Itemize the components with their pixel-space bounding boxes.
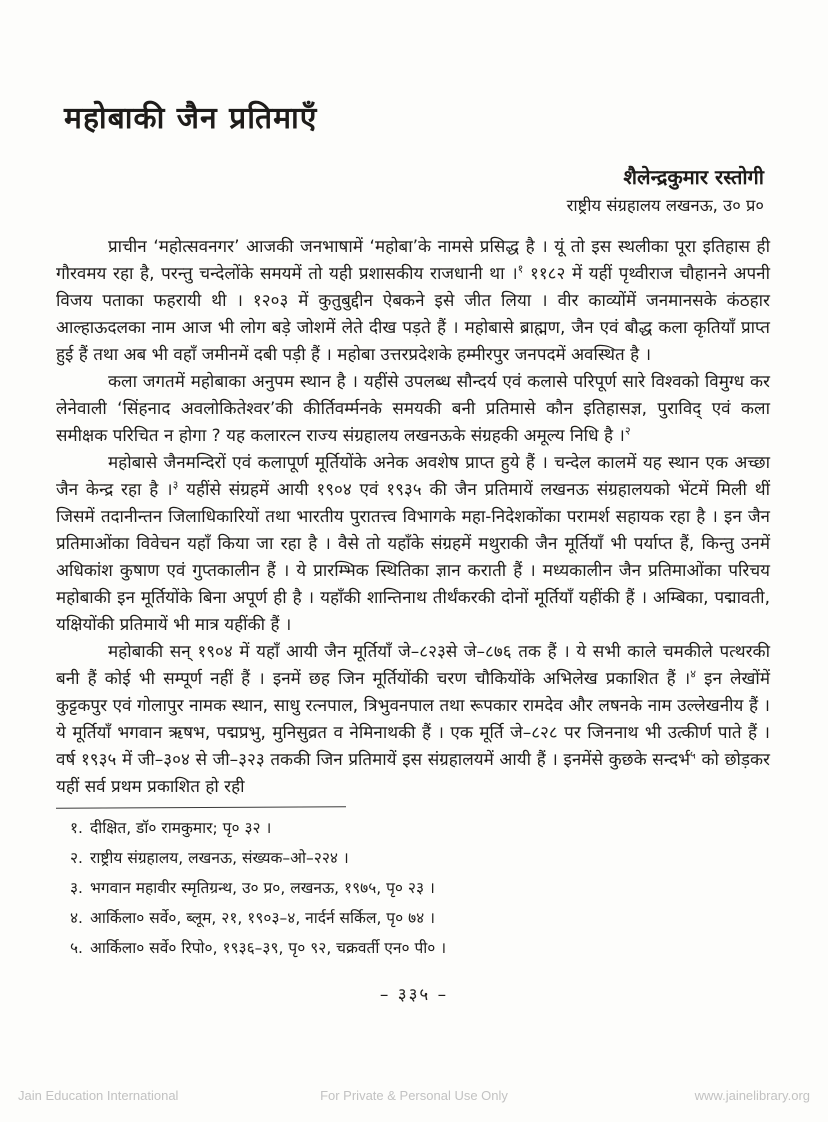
footnote-marker: २ <box>624 424 631 438</box>
paragraph: प्राचीन ‘महोत्सवनगर’ आजकी जनभाषामें ‘महोबा’के नामसे प्रसिद्ध है । यूं तो इस स्थलीका पूरा इतिहास ही गौरवमय रहा है, परन्तु चन्देलोंके समयमें तो यही प्रशासकीय राजधानी था ।$^१$ ११८२ में यहीं पृथ्वीराज चौहानने अपनी विजय पताका फहरायी थी । १२०३ में कुतुबुद्दीन ऐबकने इसे जीत लिया । वीर काव्योंमें जनमानसके कंठहार आल्हाऊदलका नाम आज भी लोग बड़े जोशमें लेते दीख पड़ते हैं । महोबासे ब्राह्मण, जैन एवं बौद्ध कला कृतियाँ प्राप्त हुई हैं तथा अब भी वहाँ जमीनमें दबी पड़ी हैं । महोबा उत्तरप्रदेशके हम्मीरपुर जनपदमें अवस्थित है । <box>56 237 770 365</box>
footnote-marker: ४ <box>690 667 696 681</box>
footnote-text: भगवान महावीर स्मृतिग्रन्थ, उ० प्र०, लखनऊ, १९७५, पृ० २३ । <box>90 879 435 897</box>
footnote-marker: ५ <box>690 748 696 762</box>
footnote-number: ३. <box>70 879 83 897</box>
footnote-text: दीक्षित, डॉ० रामकुमार; पृ० ३२ । <box>90 819 272 837</box>
footnote-separator <box>56 806 346 809</box>
article-title: महोबाकी जैन प्रतिमाएँ <box>64 101 318 136</box>
article-body <box>56 234 770 801</box>
article-content <box>56 0 770 966</box>
footnote-text: आर्किला० सर्वे० रिपो०, १९३६–३९, पृ० ९२, चक्रवर्ती एन० पी० । <box>90 939 447 957</box>
footnotes <box>56 816 770 960</box>
scan-footer <box>14 1088 814 1103</box>
footnote-marker: ३ <box>172 478 179 492</box>
footer-usage-note: For Private & Personal Use Only <box>320 1088 508 1103</box>
footnote-item <box>56 876 770 900</box>
footnote-number: २. <box>70 849 83 867</box>
page-number: – ३३५ – <box>379 985 449 1005</box>
paragraph: महोबाकी सन् १९०४ में यहाँ आयी जैन मूर्तियाँ जे–८२३से जे–८७६ तक हैं । ये सभी काले चमकीले पत्थरकी बनी हैं कोई भी सम्पूर्ण नहीं हैं । इनमें छह जिन मूर्तियोंकी चरण चौकियोंके अभिलेख प्रकाशित हैं ।$^४$ इन लेखोंमें कुट्टकपुर एवं गोलापुर नामक स्थान, साधु रत्नपाल, त्रिभुवनपाल तथा रूपकार रामदेव और लषनके नाम उल्लेखनीय हैं । ये मूर्तियाँ भगवान ऋषभ, पद्मप्रभु, मुनिसुव्रत व नेमिनाथकी हैं । एक मूर्ति जे–८२८ पर जिननाथ भी उत्कीर्ण पाते हैं । वर्ष १९३५ में जी–३०४ से जी–३२३ तककी जिन प्रतिमायें इस संग्रहालयमें आयी हैं । इनमेंसे कुछके सन्दर्भ$^५$ को छोड़कर यहीं सर्व प्रथम प्रकाशित हो रही <box>56 642 770 797</box>
author-name: शैलेन्द्रकुमार रस्तोगी <box>623 165 764 189</box>
footnote-item <box>56 936 770 960</box>
paragraph: कला जगतमें महोबाका अनुपम स्थान है । यहींसे उपलब्ध सौन्दर्य एवं कलासे परिपूर्ण सारे विश्वको विमुग्ध कर लेनेवाली ‘सिंहनाद अवलोकितेश्वर’की कीर्तिवर्म्मनके समयकी बनी प्रतिमासे कौन इतिहासज्ञ, पुराविद् एवं कला समीक्षक परिचित न होगा ? यह कलारत्न राज्य संग्रहालय लखनऊके संग्रहकी अमूल्य निधि है ।$^२$ <box>56 372 770 446</box>
footnote-number: ४. <box>70 909 83 927</box>
footnote-item <box>56 846 770 870</box>
footnote-number: १. <box>70 819 83 837</box>
byline <box>56 163 770 216</box>
footnote-text: आर्किला० सर्वे०, ब्लूम, २१, १९०३–४, नार्दर्न सर्किल, पृ० ७४ । <box>90 909 436 927</box>
author-affiliation: राष्ट्रीय संग्रहालय लखनऊ, उ० प्र० <box>566 196 764 215</box>
paragraph: महोबासे जैनमन्दिरों एवं कलापूर्ण मूर्तियोंके अनेक अवशेष प्राप्त हुये हैं । चन्देल कालमें यह स्थान एक अच्छा जैन केन्द्र रहा है ।$^३$ यहींसे संग्रहमें आयी १९०४ एवं १९३५ की जैन प्रतिमायें लखनऊ संग्रहालयको भेंटमें मिली थीं जिसमें तदानीन्तन जिलाधिकारियों तथा भारतीय पुरातत्त्व विभागके महा-निदेशकोंका परामर्श सहायक रहा है । इन जैन प्रतिमाओंका विवेचन यहाँ किया जा रहा है । वैसे तो यहाँके संग्रहमें मथुराकी जैन मूर्तियाँ भी पर्याप्त हैं, किन्तु उनमें अधिकांश कुषाण एवं गुप्तकालीन हैं । ये प्रारम्भिक स्थितिका ज्ञान कराती हैं । मध्यकालीन जैन प्रतिमाओंका परिचय महोबाकी इन मूर्तियोंके बिना अपूर्ण ही है । यहाँकी शान्तिनाथ तीर्थंकरकी दोनों मूर्तियाँ यहींकी हैं । अम्बिका, पद्मावती, यक्षियोंकी प्रतिमायें भी मात्र यहींकी हैं । <box>56 453 771 635</box>
footer-publisher: Jain Education International <box>14 1088 182 1103</box>
footnote-number: ५. <box>70 939 83 957</box>
footer-website: www.jainelibrary.org <box>691 1088 814 1103</box>
footnote-item <box>56 906 770 930</box>
footnote-marker: १ <box>517 262 524 276</box>
footnote-item <box>56 816 770 840</box>
footnote-text: राष्ट्रीय संग्रहालय, लखनऊ, संख्यक–ओ–२२४ । <box>90 849 349 867</box>
